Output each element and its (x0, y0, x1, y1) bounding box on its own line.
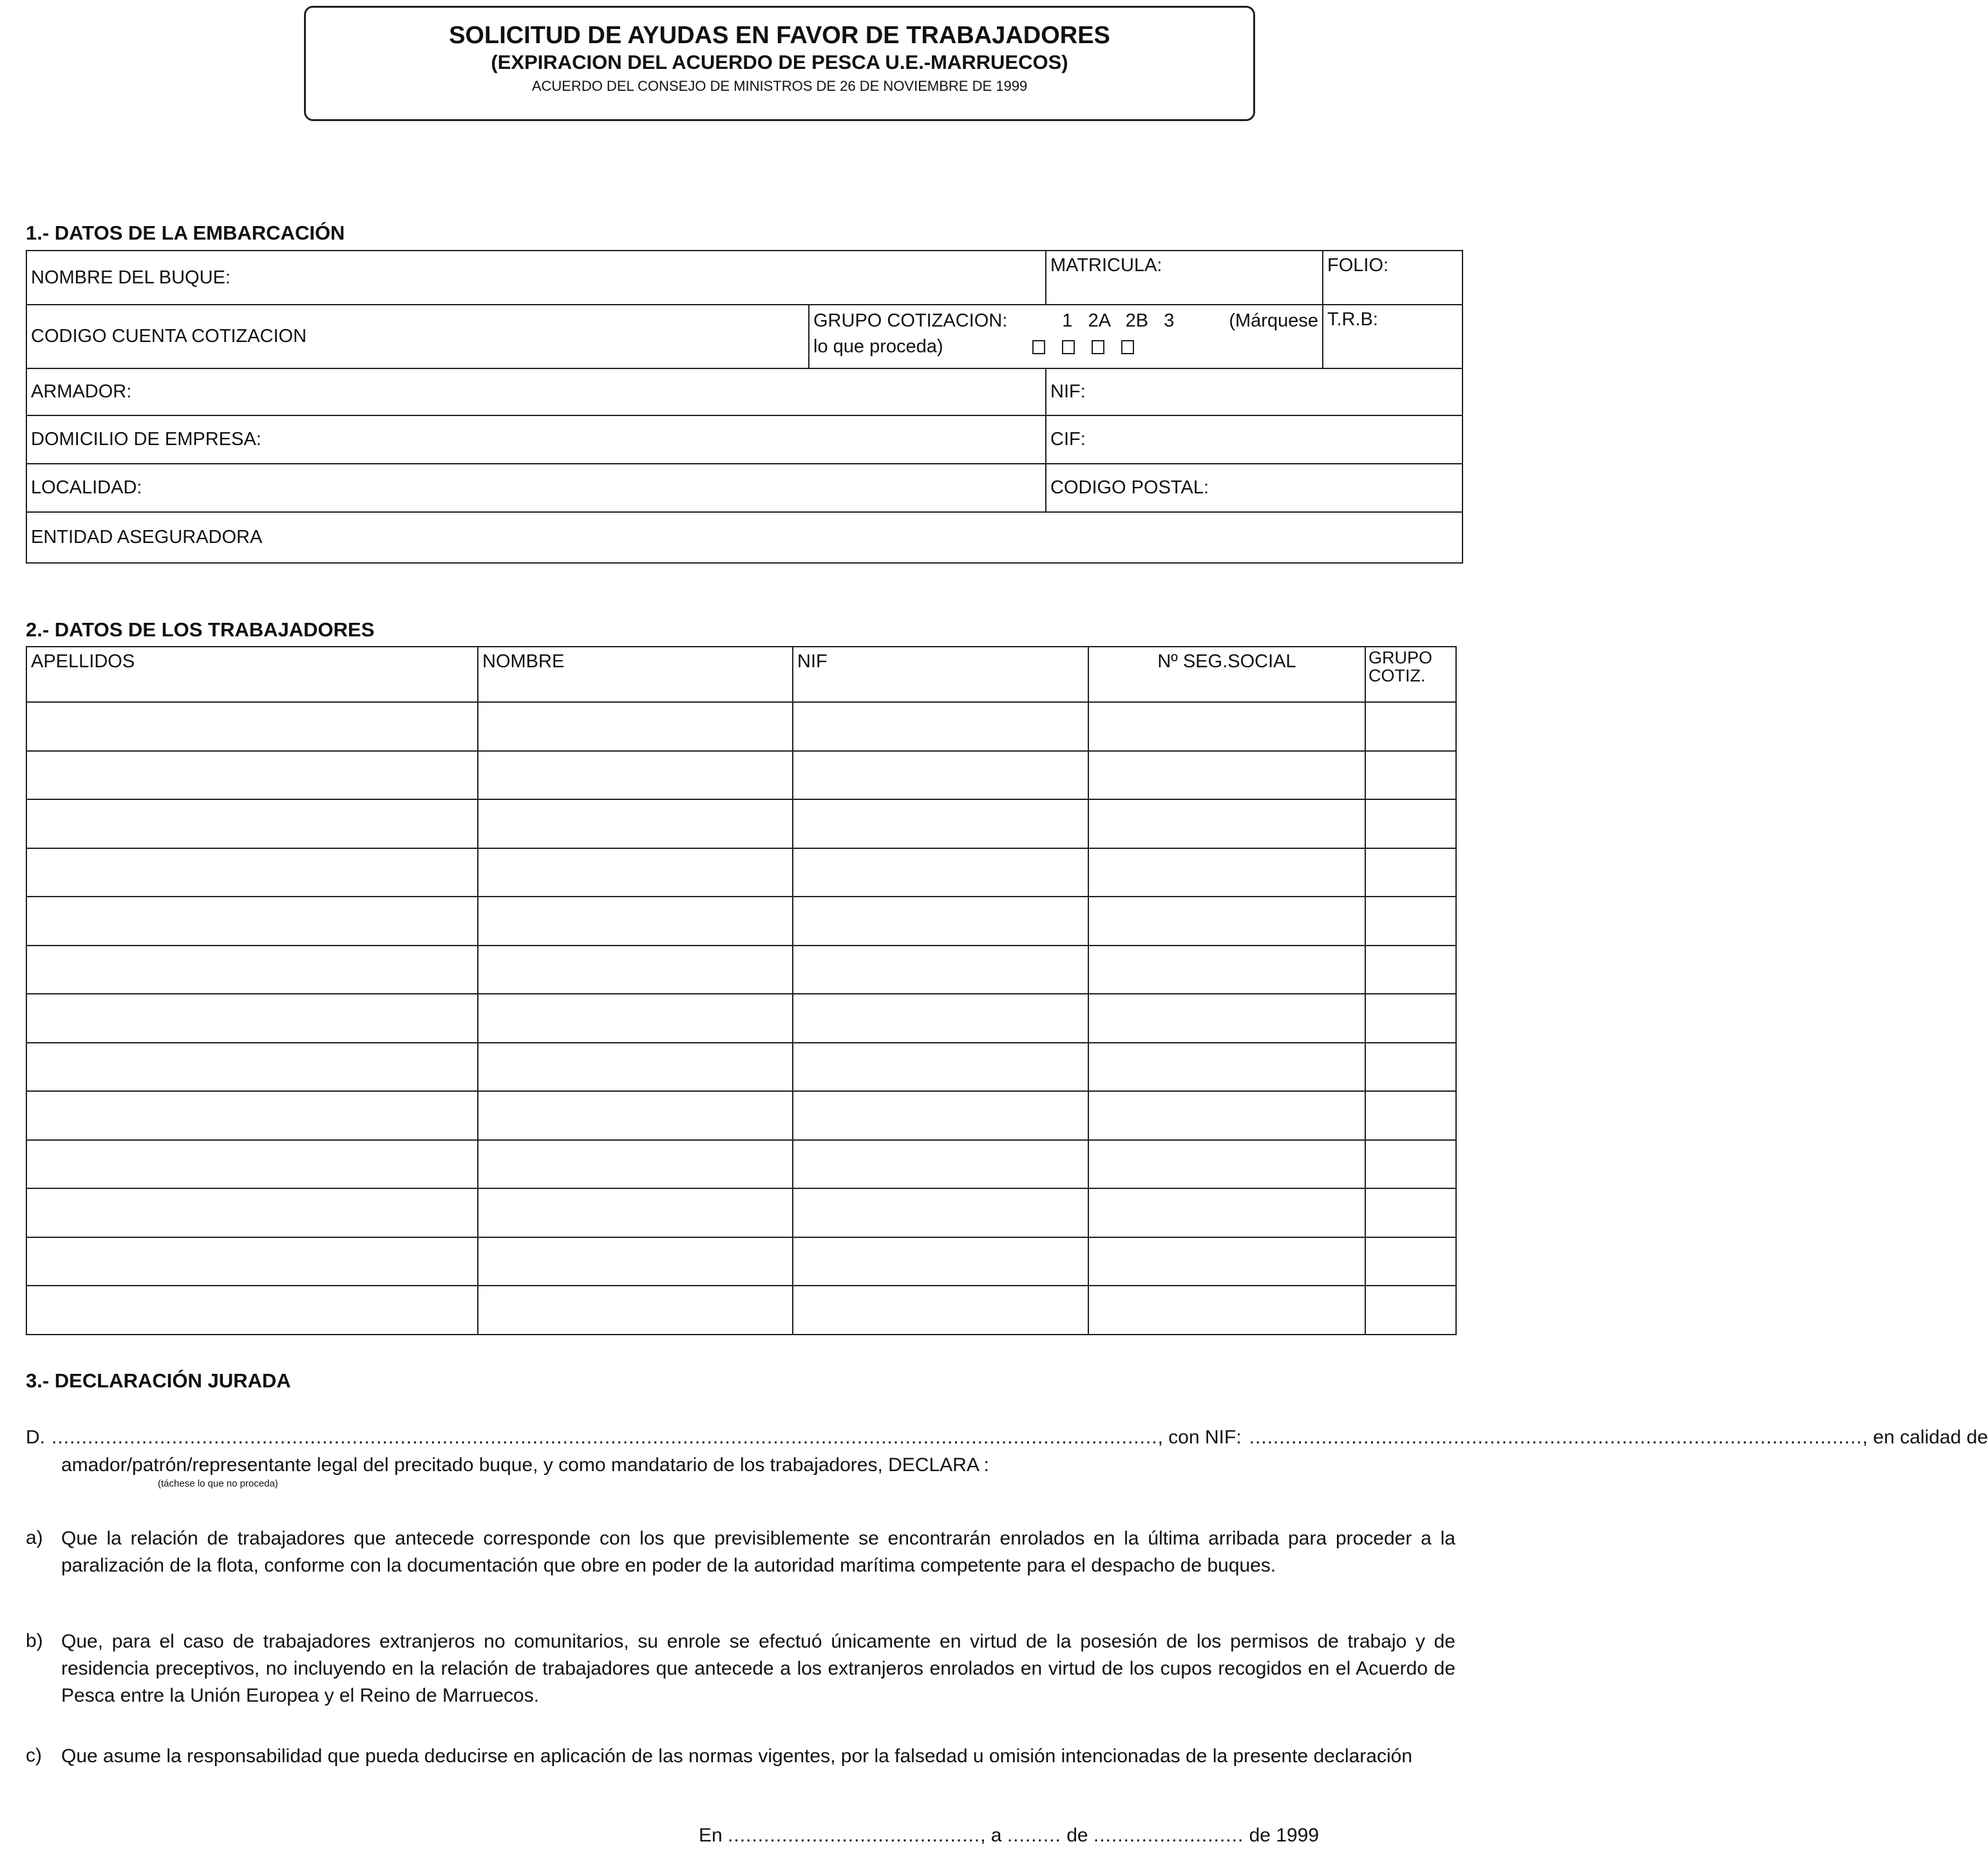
agreement-line: ACUERDO DEL CONSEJO DE MINISTROS DE 26 DE NOVIEMBRE DE 1999 (531, 78, 1028, 94)
note: (Márquese (1229, 310, 1318, 331)
cell-name[interactable] (478, 1043, 793, 1092)
cell-surnames[interactable] (26, 897, 478, 946)
strike-note: (táchese lo que no proceda) (158, 1478, 278, 1489)
label: , a (980, 1825, 1002, 1846)
note: lo que proceda) (813, 336, 943, 357)
cell-name[interactable] (478, 994, 793, 1043)
label: CODIGO POSTAL: (1050, 477, 1209, 498)
postal-code-field[interactable] (1046, 464, 1463, 512)
cell-social-security[interactable] (1088, 702, 1365, 751)
registration-field[interactable] (1046, 251, 1323, 305)
vessel-data-table (26, 250, 1463, 564)
label: , en calidad de (1862, 1427, 1988, 1448)
label: NOMBRE DEL BUQUE: (31, 267, 231, 288)
cell-name[interactable] (478, 702, 793, 751)
cell-nif[interactable] (793, 799, 1088, 848)
cell-nif[interactable] (793, 946, 1088, 994)
cell-surnames[interactable] (26, 1188, 478, 1237)
cell-nif[interactable] (793, 702, 1088, 751)
cell-group[interactable] (1365, 1091, 1456, 1140)
cell-social-security[interactable] (1088, 1091, 1365, 1140)
place-date-line (699, 1823, 1319, 1849)
checkbox-group-2a[interactable] (1062, 340, 1075, 354)
cell-group[interactable] (1365, 994, 1456, 1043)
cell-surnames[interactable] (26, 1091, 478, 1140)
item-a-label: a) (26, 1527, 43, 1548)
cell-surnames[interactable] (26, 994, 478, 1043)
month-blank[interactable]: ......................... (1093, 1825, 1244, 1846)
item-a-text: Que la relación de trabajadores que antecede corresponde con los que previsiblemente se encontrarán enrolados en la última arribada para proceder a la paralización de la flota, conforme con la documentación que obre en poder de la autoridad marítima competente para el despacho de buques. (61, 1528, 1455, 1576)
checkbox-group-3[interactable] (1121, 340, 1134, 354)
cell-nif[interactable] (793, 1043, 1088, 1092)
checkbox-group-2b[interactable] (1092, 340, 1104, 354)
label: D. (26, 1427, 45, 1448)
form-title: SOLICITUD DE AYUDAS EN FAVOR DE TRABAJADORES (449, 22, 1110, 49)
table-row (26, 1188, 1456, 1237)
cell-nif[interactable] (793, 1091, 1088, 1140)
cell-group[interactable] (1365, 1188, 1456, 1237)
cell-social-security[interactable] (1088, 799, 1365, 848)
table-row (26, 1286, 1456, 1335)
cell-nif[interactable] (793, 1286, 1088, 1335)
declarant-name-blank[interactable]: ........................................................................................................................................................................................ (52, 1427, 1158, 1448)
label: ENTIDAD ASEGURADORA (31, 527, 263, 547)
cell-social-security[interactable] (1088, 994, 1365, 1043)
section1-title: 1.- DATOS DE LA EMBARCACIÓN (26, 222, 345, 244)
cell-social-security[interactable] (1088, 1286, 1365, 1335)
declarant-nif-blank[interactable]: ...................................................................................................... (1249, 1427, 1862, 1448)
cell-surnames[interactable] (26, 946, 478, 994)
section3-title: 3.- DECLARACIÓN JURADA (26, 1369, 291, 1392)
cell-social-security[interactable] (1088, 1043, 1365, 1092)
label: En (699, 1825, 723, 1846)
cell-nif[interactable] (793, 1188, 1088, 1237)
table-header-row (26, 647, 1456, 702)
cell-name[interactable] (478, 1091, 793, 1140)
label: T.R.B: (1327, 309, 1378, 330)
company-address-field[interactable] (26, 415, 1046, 464)
label: CODIGO CUENTA COTIZACION (31, 326, 307, 347)
cell-name[interactable] (478, 1140, 793, 1189)
label: FOLIO: (1327, 255, 1389, 276)
day-blank[interactable]: ......... (1007, 1825, 1061, 1846)
cell-social-security[interactable] (1088, 848, 1365, 897)
cell-nif[interactable] (793, 751, 1088, 800)
cif-field[interactable] (1046, 415, 1463, 464)
form-subtitle: (EXPIRACION DEL ACUERDO DE PESCA U.E.-MARRUECOS) (491, 51, 1068, 73)
cell-group[interactable] (1365, 848, 1456, 897)
cell-name[interactable] (478, 946, 793, 994)
table-row (26, 799, 1456, 848)
table-row (26, 897, 1456, 946)
cell-group[interactable] (1365, 1043, 1456, 1092)
table-row (26, 1043, 1456, 1092)
folio-field[interactable] (1323, 251, 1463, 305)
locality-field[interactable] (26, 464, 1046, 512)
cell-group[interactable] (1365, 702, 1456, 751)
table-row (26, 751, 1456, 800)
cell-social-security[interactable] (1088, 751, 1365, 800)
table-row (26, 1091, 1456, 1140)
cell-social-security[interactable] (1088, 946, 1365, 994)
declarant-line (26, 1425, 1988, 1450)
cell-nif[interactable] (793, 1140, 1088, 1189)
col-header-surnames: APELLIDOS (26, 647, 478, 702)
place-blank[interactable]: .......................................... (728, 1825, 981, 1846)
cell-social-security[interactable] (1088, 1237, 1365, 1286)
cell-name[interactable] (478, 799, 793, 848)
label: de (1066, 1825, 1088, 1846)
workers-table (26, 646, 1457, 1335)
col-header-group: GRUPO COTIZ. (1365, 647, 1456, 702)
owner-field[interactable] (26, 368, 1046, 415)
cell-name[interactable] (478, 751, 793, 800)
label: , con NIF: (1157, 1427, 1242, 1448)
table-row (26, 1237, 1456, 1286)
label: DOMICILIO DE EMPRESA: (31, 429, 261, 450)
cell-social-security[interactable] (1088, 1188, 1365, 1237)
table-row (26, 1140, 1456, 1189)
cell-surnames[interactable] (26, 1286, 478, 1335)
nif-field[interactable] (1046, 368, 1463, 415)
cell-name[interactable] (478, 1188, 793, 1237)
cell-group[interactable] (1365, 897, 1456, 946)
label: LOCALIDAD: (31, 477, 142, 498)
cell-name[interactable] (478, 1286, 793, 1335)
cell-group[interactable] (1365, 1286, 1456, 1335)
item-b-text: Que, para el caso de trabajadores extranjeros no comunitarios, su enrole se efectuó únicamente en virtud de la posesión de los permisos de trabajo y de residencia preceptivos, no incluyendo en la relación de trabajadores que antecede a los extranjeros enrolados en virtud de los cupos recogidos en el Acuerdo de Pesca entre la Unión Europea y el Reino de Marruecos. (61, 1631, 1455, 1706)
label: CIF: (1050, 429, 1086, 450)
cell-surnames[interactable] (26, 848, 478, 897)
label: ARMADOR: (31, 381, 132, 402)
cell-surnames[interactable] (26, 1043, 478, 1092)
cell-nif[interactable] (793, 994, 1088, 1043)
table-row (26, 994, 1456, 1043)
col-header-social-security: Nº SEG.SOCIAL (1088, 647, 1365, 702)
contribution-group (809, 305, 1323, 368)
table-row (26, 946, 1456, 994)
checkbox-group-1[interactable] (1032, 340, 1045, 354)
col-header-nif: NIF (793, 647, 1088, 702)
cell-group[interactable] (1365, 799, 1456, 848)
cell-group[interactable] (1365, 751, 1456, 800)
label: NIF: (1050, 381, 1086, 402)
cell-name[interactable] (478, 848, 793, 897)
label: MATRICULA: (1050, 255, 1162, 276)
cell-surnames[interactable] (26, 1140, 478, 1189)
item-b-label: b) (26, 1630, 43, 1651)
cell-social-security[interactable] (1088, 1140, 1365, 1189)
table-row (26, 848, 1456, 897)
cell-name[interactable] (478, 897, 793, 946)
contribution-account-field[interactable] (26, 305, 809, 368)
cell-group[interactable] (1365, 1237, 1456, 1286)
group-options: 1 2A 2B 3 (1062, 310, 1175, 331)
cell-nif[interactable] (793, 1237, 1088, 1286)
item-c-label: c) (26, 1745, 42, 1766)
form-header (304, 6, 1255, 121)
insurer-field[interactable] (26, 512, 1463, 563)
cell-group[interactable] (1365, 1140, 1456, 1189)
declaration-intro: amador/patrón/representante legal del precitado buque, y como mandatario de los trabajadores, DECLARA : (61, 1454, 989, 1476)
vessel-name-field[interactable] (26, 251, 1046, 305)
cell-name[interactable] (478, 1237, 793, 1286)
trb-field[interactable] (1323, 305, 1463, 368)
table-row (26, 702, 1456, 751)
cell-surnames[interactable] (26, 799, 478, 848)
section2-title: 2.- DATOS DE LOS TRABAJADORES (26, 618, 375, 641)
cell-surnames[interactable] (26, 751, 478, 800)
cell-nif[interactable] (793, 848, 1088, 897)
label: GRUPO COTIZACION: (813, 310, 1008, 331)
cell-nif[interactable] (793, 897, 1088, 946)
cell-surnames[interactable] (26, 1237, 478, 1286)
label: de 1999 (1249, 1825, 1320, 1846)
col-header-name: NOMBRE (478, 647, 793, 702)
cell-group[interactable] (1365, 946, 1456, 994)
cell-social-security[interactable] (1088, 897, 1365, 946)
item-c-text: Que asume la responsabilidad que pueda deducirse en aplicación de las normas vigentes, por la falsedad u omisión intencionadas de la presente declaración (61, 1745, 1413, 1767)
cell-surnames[interactable] (26, 702, 478, 751)
